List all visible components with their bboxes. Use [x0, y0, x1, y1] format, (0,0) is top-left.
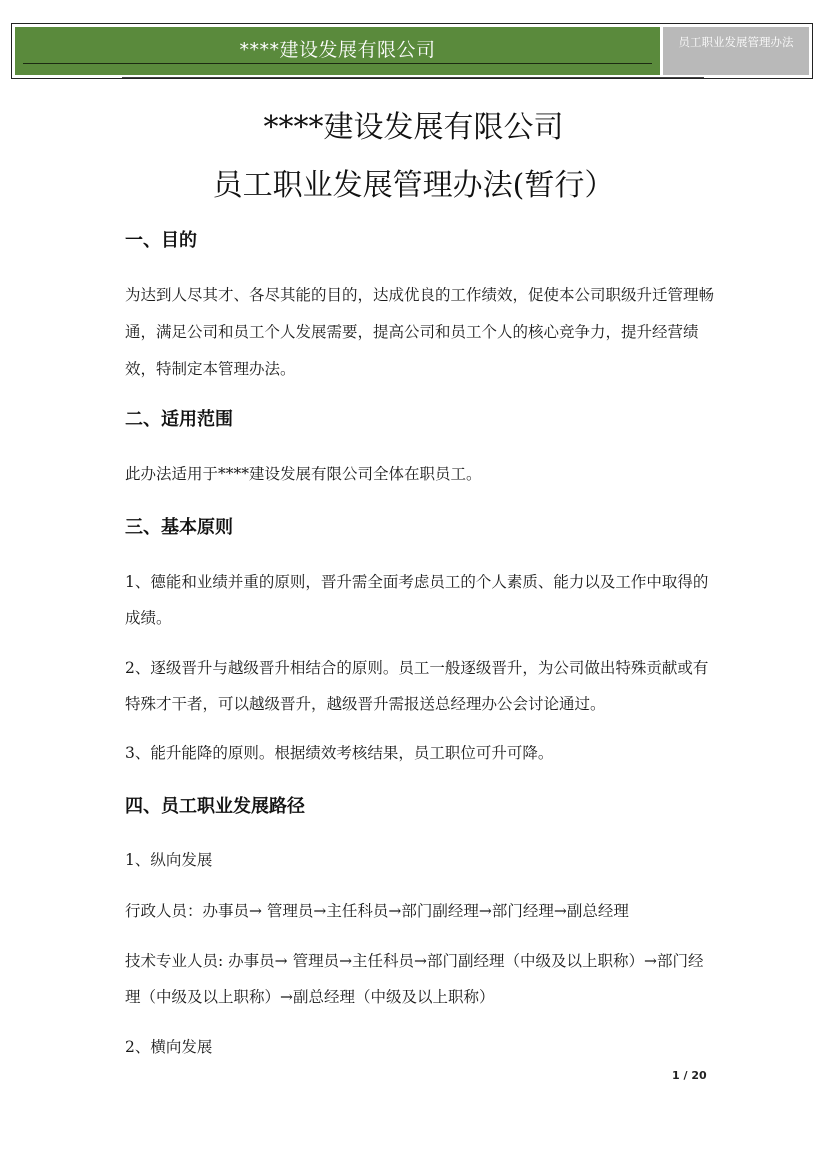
principle-item-1: 1、德能和业绩并重的原则，晋升需全面考虑员工的个人素质、能力以及工作中取得的成绩。: [125, 573, 709, 627]
header-company-banner: [15, 27, 660, 75]
header-company-name: ****建设发展有限公司: [239, 39, 436, 61]
paragraph-scope: 此办法适用于****建设发展有限公司全体在职员工。: [125, 465, 482, 483]
paragraph-purpose: 为达到人尽其才、各尽其能的目的，达成优良的工作绩效，促使本公司职级升迁管理畅通，满足公司和员工个人发展需要，提高公司和员工个人的核心竞争力，提升经营绩效，特制定本管理办法。: [125, 286, 715, 378]
heading-scope: 二、适用范围: [125, 409, 233, 430]
header-underline: [122, 77, 704, 78]
heading-career-paths: 四、员工职业发展路径: [125, 796, 305, 817]
page-number: 1 / 20: [672, 1069, 707, 1082]
tech-career-path: 技术专业人员: 办事员→ 管理员→主任科员→部门副经理（中级及以上职称）→部门经理（中级及以上职称）→副总经理（中级及以上职称）: [125, 952, 704, 1006]
heading-purpose: 一、目的: [125, 230, 197, 251]
header-doc-tag: [663, 27, 809, 75]
admin-career-path: 行政人员：办事员→ 管理员→主任科员→部门副经理→部门经理→副总经理: [125, 902, 629, 920]
heading-principles: 三、基本原则: [125, 517, 233, 538]
principle-item-2: 2、逐级晋升与越级晋升相结合的原则。员工一般逐级晋升，为公司做出特殊贡献或有特殊才干者，可以越级晋升，越级晋升需报送总经理办公会讨论通过。: [125, 659, 709, 713]
document-title: 员工职业发展管理办法(暂行）: [212, 168, 615, 203]
header-doc-title: 员工职业发展管理办法: [678, 35, 794, 49]
header-rule: [23, 63, 652, 64]
document-title-company: ****建设发展有限公司: [263, 110, 564, 145]
horizontal-development-label: 2、横向发展: [125, 1038, 213, 1056]
vertical-development-label: 1、纵向发展: [125, 851, 213, 869]
principle-item-3: 3、能升能降的原则。根据绩效考核结果，员工职位可升可降。: [125, 744, 554, 762]
